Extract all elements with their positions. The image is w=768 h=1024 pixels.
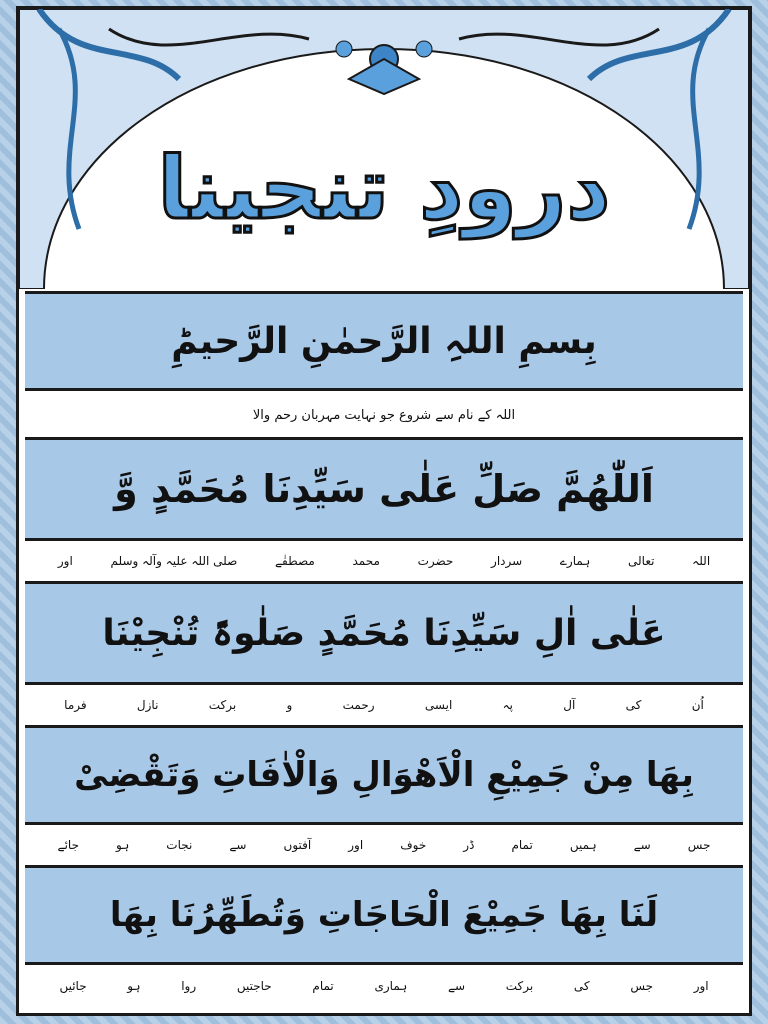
translation-word: برکت <box>208 698 237 712</box>
verse-band-2 <box>25 581 743 685</box>
translation-word: تمام <box>511 838 533 852</box>
translation-word: جائے <box>57 838 79 852</box>
translation-word: اللہ <box>692 554 711 568</box>
translation-word: سے <box>447 979 466 993</box>
translation-word: نازل <box>136 698 159 712</box>
translation-row-2 <box>25 685 743 725</box>
translation-word: آفتوں <box>283 838 312 852</box>
translation-word: مصطفٰے <box>275 554 315 568</box>
page-panel <box>16 6 752 1016</box>
translation-word: جائیں <box>59 979 87 993</box>
translation-word: تعالی <box>628 554 655 568</box>
verse-band-3 <box>25 725 743 825</box>
translation-word: اُن <box>691 698 704 712</box>
translation-word: صلی اللہ علیہ وآلہ وسلم <box>110 554 238 568</box>
translation-word: سے <box>229 838 247 852</box>
verse-line-4: لَنَا بِھَا جَمِیْعَ الْحَاجَاتِ وَتُطَھِّرُنَا بِھَا <box>109 895 659 935</box>
translation-word: رحمت <box>342 698 375 712</box>
translation-word: و <box>286 698 293 712</box>
translation-row-3 <box>25 825 743 865</box>
translation-word: ہو <box>127 979 141 993</box>
translation-word: جس <box>630 979 654 993</box>
verse-band-4 <box>25 865 743 965</box>
translation-word: اور <box>693 979 709 993</box>
translation-row-1 <box>25 541 743 581</box>
verse-band-1 <box>25 437 743 541</box>
verse-line-3: بِھَا مِنْ جَمِیْعِ الْاَھْوَالِ وَالْاٰفَاتِ وَتَقْضِیْ <box>74 755 694 795</box>
translation-word: فرما <box>64 698 87 712</box>
verse-line-2: عَلٰی اٰلِ سَیِّدِنَا مُحَمَّدٍ صَلٰوۃً تُنْجِیْنَا <box>102 612 666 654</box>
verse-line-1: اَللّٰھُمَّ صَلِّ عَلٰی سَیِّدِنَا مُحَمَّدٍ وَّ <box>114 467 654 511</box>
translation-word: کی <box>573 979 590 993</box>
translation-word: برکت <box>505 979 534 993</box>
bismillah-translation: اللہ کے نام سے شروع جو نہایت مہربان رحم والا <box>252 407 516 423</box>
translation-word: روا <box>181 979 197 993</box>
bismillah-translation-row <box>25 393 743 437</box>
translation-word: اور <box>57 554 73 568</box>
translation-word: ایسی <box>424 698 453 712</box>
translation-word: کی <box>625 698 642 712</box>
translation-word: آل <box>563 698 576 712</box>
translation-word: ہمارے <box>559 554 591 568</box>
translation-word: جس <box>687 838 711 852</box>
translation-word: خوف <box>400 838 427 852</box>
translation-word: ہماری <box>374 979 408 993</box>
translation-word: حضرت <box>417 554 454 568</box>
bismillah-text: بِسمِ اللہِ الرَّحمٰنِ الرَّحیمِؕ <box>171 320 597 362</box>
translation-word: تمام <box>312 979 334 993</box>
bismillah-band <box>25 291 743 391</box>
translation-word: اور <box>348 838 364 852</box>
translation-word: نجات <box>166 838 193 852</box>
page-title: درودِ تنجینا <box>157 139 611 239</box>
translation-word: حاجتیں <box>236 979 272 993</box>
translation-word: ہو <box>116 838 130 852</box>
translation-word: ڈر <box>463 838 475 852</box>
translation-word: سردار <box>491 554 523 568</box>
translation-word: ہمیں <box>569 838 597 852</box>
translation-row-4 <box>25 965 743 1007</box>
translation-word: محمد <box>352 554 380 568</box>
translation-word: پہ <box>502 698 513 712</box>
translation-word: سے <box>633 838 651 852</box>
